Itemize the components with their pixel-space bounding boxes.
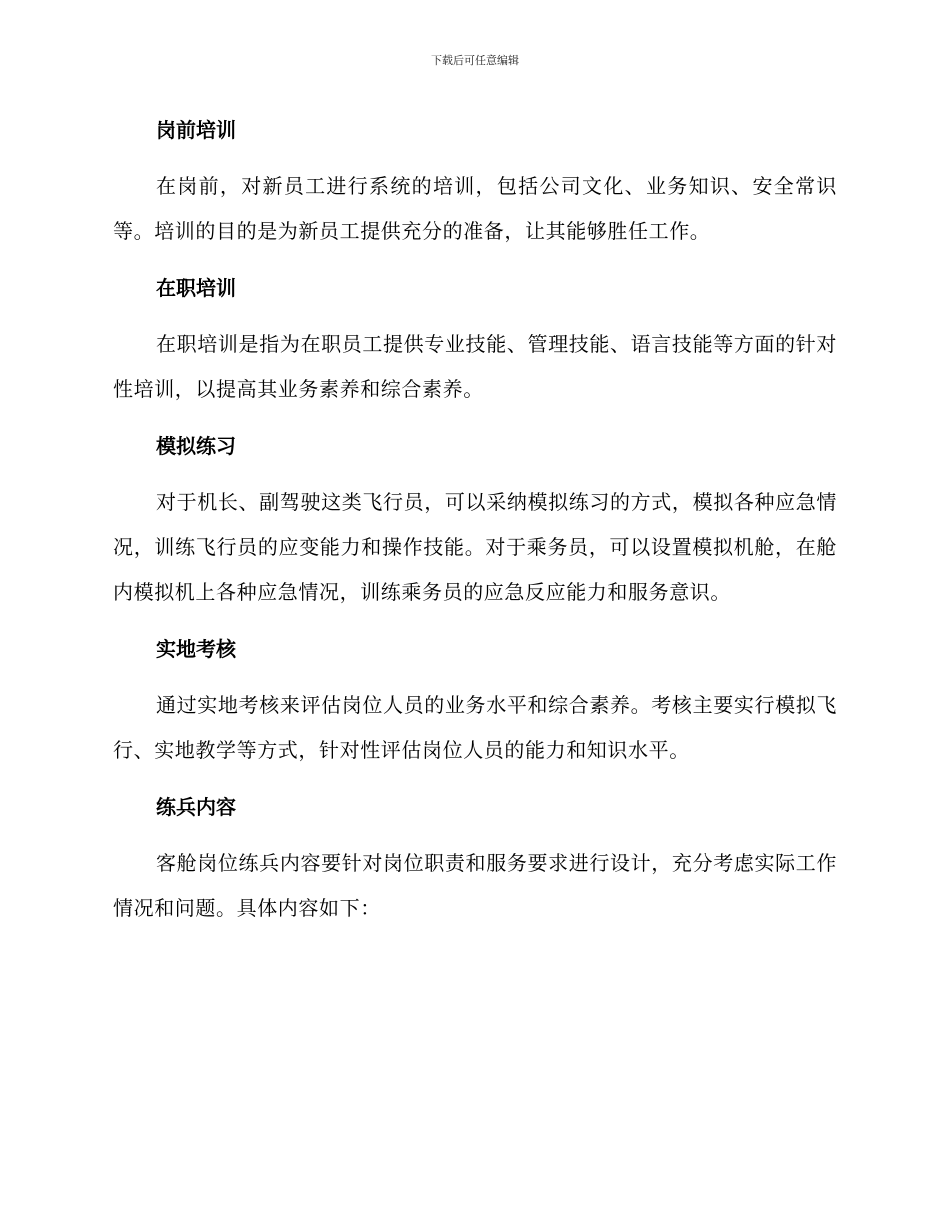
section-heading: 实地考核 — [156, 637, 236, 661]
page-header: 下载后可任意编辑 — [431, 54, 519, 67]
section-paragraph: 对于机长、副驾驶这类飞行员，可以采纳模拟练习的方式，模拟各种应急情况，训练飞行员的应变能力和操作技能。对于乘务员，可以设置模拟机舱，在舱内模拟机上各种应急情况，训练乘务员的应急反应能力和服务意识。 — [113, 490, 837, 604]
section-heading: 岗前培训 — [156, 118, 236, 142]
section-drill-content — [113, 787, 837, 931]
document-body — [113, 110, 837, 931]
section-paragraph: 通过实地考核来评估岗位人员的业务水平和综合素养。考核主要实行模拟飞行、实地教学等方式，针对性评估岗位人员的能力和知识水平。 — [113, 693, 837, 762]
section-paragraph: 客舱岗位练兵内容要针对岗位职责和服务要求进行设计，充分考虑实际工作情况和问题。具体内容如下： — [113, 851, 837, 920]
section-field-assessment — [113, 629, 837, 787]
section-pre-job-training — [113, 110, 837, 268]
section-heading: 在职培训 — [156, 276, 236, 300]
section-on-job-training — [113, 268, 837, 426]
section-paragraph: 在岗前，对新员工进行系统的培训，包括公司文化、业务知识、安全常识等。培训的目的是为新员工提供充分的准备，让其能够胜任工作。 — [113, 174, 837, 243]
section-heading: 模拟练习 — [156, 434, 236, 458]
section-simulation-practice — [113, 426, 837, 629]
section-paragraph: 在职培训是指为在职员工提供专业技能、管理技能、语言技能等方面的针对性培训，以提高其业务素养和综合素养。 — [113, 332, 837, 401]
section-heading: 练兵内容 — [156, 795, 236, 819]
